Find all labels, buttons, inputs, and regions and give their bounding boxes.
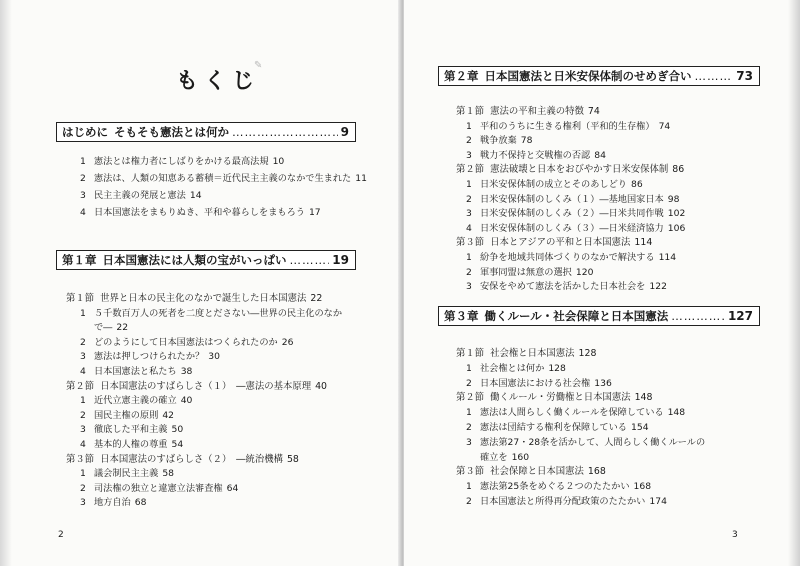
entry-text: 安保をやめて憲法を活かした日本社会を [480,281,646,293]
entry-page: 154 [631,422,649,433]
toc-item[interactable] [466,223,685,235]
leader-dots [671,309,725,323]
toc-item[interactable] [466,452,529,464]
chapter-label: 第２章 [444,69,479,83]
entry-text: 日本国憲法をまもりぬき、平和や暮らしをまもろう [94,207,305,218]
page-number-left: 2 [58,530,64,540]
toc-item[interactable] [466,422,649,434]
chapter-header-3[interactable] [438,306,760,326]
item-number: 1 [466,179,472,190]
item-number: 3 [466,208,472,220]
entry-text: 日本国憲法と所得再分配政策のたたかい [480,496,646,507]
toc-item[interactable] [466,121,670,133]
item-number: 2 [80,409,86,421]
chapter-label: はじめに [62,125,108,139]
entry-text: 社会権と日本国憲法 [490,348,575,359]
section-label: 第３節 [456,237,485,249]
entry-page: 50 [171,424,184,436]
toc-item[interactable] [80,366,192,378]
toc-item[interactable] [80,410,174,422]
item-number: 2 [80,482,86,494]
chapter-title: 日本国憲法と日米安保体制のせめぎ合い [484,69,692,83]
right-page [404,0,800,566]
entry-text: 憲法は人間らしく働くルールを保障している [480,407,664,419]
entry-text: 日米安保体制の成立とそのあしどり [480,179,627,190]
toc-item[interactable] [466,267,593,279]
item-number: 2 [466,496,472,507]
entry-text: どのようにして日本国憲法はつくられたのか [94,336,278,348]
entry-page: 58 [162,468,175,480]
item-number: 2 [466,193,472,205]
entry-page: 168 [633,481,652,493]
entry-page: 40 [315,380,328,392]
section-label: 第１節 [456,348,485,359]
chapter-label: 第３章 [444,309,479,323]
chapter-header-1[interactable] [56,250,356,270]
section-label: 第２節 [456,164,485,176]
item-number: 1 [466,407,472,419]
section-label: 第１節 [66,293,95,304]
entry-text: で― [94,322,113,334]
section-label: 第３節 [456,466,485,478]
entry-page: 58 [286,453,299,465]
entry-text: ５千数百万人の死者を二度とださない―世界の民主化のなか [94,307,343,319]
entry-page: 136 [594,377,612,389]
entry-page: 148 [634,392,653,404]
toc-item[interactable] [466,208,685,220]
entry-text: 日米安保体制のしくみ（２）―日米共同作戦 [480,208,664,220]
item-number: 3 [80,190,86,201]
entry-text: 平和のうちに生きる権利（平和的生存権） [480,120,655,132]
entry-page: 38 [180,366,193,377]
entry-text: 軍事同盟は無意の選択 [480,266,572,278]
toc-item[interactable] [80,156,284,168]
item-number: 2 [466,266,472,278]
entry-page: 30 [208,351,220,363]
section-label: 第１節 [456,106,485,117]
entry-text: 社会保障と日本国憲法 [490,466,584,478]
toc-item[interactable] [80,190,202,202]
toc-section[interactable] [456,164,684,176]
entry-page: 102 [667,208,686,220]
entry-page: 168 [587,466,606,478]
toc-item[interactable] [80,308,342,320]
entry-page: 114 [658,252,677,263]
entry-text: 憲法の平和主義の特徴 [490,106,584,117]
toc-item[interactable] [80,322,128,334]
entry-page: 26 [281,336,294,348]
toc-section[interactable] [456,106,600,118]
item-number: 3 [466,149,472,161]
item-number: 1 [80,395,86,407]
toc-item[interactable] [80,337,293,349]
chapter-header-2[interactable] [438,66,760,86]
toc-section[interactable] [66,293,322,305]
page-edge-shadow [0,0,12,566]
toc-item[interactable] [466,437,705,449]
entry-page: 114 [634,237,653,249]
toc-item[interactable] [80,395,192,407]
item-number: 3 [80,497,86,509]
entry-text: 憲法破壊と日本をおびやかす日米安保体制 [490,164,669,176]
toc-item[interactable] [80,497,146,509]
item-number: 2 [466,135,472,147]
toc-item[interactable] [466,179,643,191]
item-number: 1 [466,362,472,374]
entry-page: 86 [631,179,643,190]
item-number: 4 [80,366,86,377]
toc-item[interactable] [80,351,220,363]
toc-item[interactable] [466,363,566,375]
page-edge-shadow [788,0,800,566]
entry-page: 68 [134,497,147,509]
toc-section[interactable] [456,237,652,249]
entry-page: 174 [649,496,667,507]
entry-text: 社会権とは何か [480,362,545,374]
toc-item[interactable] [466,150,606,162]
entry-page: 98 [667,193,680,205]
item-number: 2 [80,336,86,348]
toc-item[interactable] [466,496,667,508]
entry-page: 22 [116,322,129,334]
section-label: 第２節 [456,392,485,404]
entry-page: 128 [548,362,566,374]
chapter-header-intro[interactable] [56,122,356,142]
entry-text: 戦力不保持と交戦権の否認 [480,149,591,161]
entry-text: 日米安保体制のしくみ（３）―日米経済協力 [480,222,664,234]
item-number: 3 [80,351,86,363]
entry-page: 122 [649,281,667,293]
entry-text: 働くルール・労働権と日本国憲法 [490,392,631,404]
entry-text: 日本とアジアの平和と日本国憲法 [490,237,631,249]
entry-text: 議会制民主主義 [94,468,159,480]
entry-page: 74 [658,120,671,132]
toc-section[interactable] [456,392,653,404]
entry-page: 40 [180,395,193,407]
item-number: 3 [80,424,86,436]
toc-section[interactable] [456,348,596,360]
entry-page: 120 [575,266,594,278]
entry-text: 日本国憲法のすばらしさ（２） ―統治機構 [100,453,283,465]
entry-text: 憲法は押しつけられたか？ [94,351,205,363]
item-number: 1 [466,481,472,493]
entry-page: 86 [672,164,685,176]
item-number: 2 [466,422,472,433]
entry-page: 84 [594,149,606,161]
entry-page: 54 [171,439,184,450]
entry-page: 17 [308,207,321,218]
entry-text: 憲法第27・28条を活かして、人間らしく働くルールの [480,436,706,448]
page-number-right: 3 [732,530,738,540]
item-number: 1 [80,468,86,480]
entry-page: 22 [310,293,323,304]
entry-page: 74 [587,106,600,117]
entry-text: 近代立憲主義の確立 [94,395,177,407]
item-number: 1 [80,156,86,167]
chapter-page: 127 [727,309,753,323]
item-number: 2 [466,377,472,389]
entry-text: 日米安保体制のしくみ（１）―基地国家日本 [480,193,664,205]
item-number: 4 [466,222,472,234]
entry-text: 憲法は、人類の知恵ある蓄積＝近代民主主義のなかで生まれた [94,173,352,184]
entry-text: 地方自治 [94,497,131,509]
entry-text: 日本国憲法と私たち [94,366,177,377]
entry-text: 徹底した平和主義 [94,424,168,436]
toc-item[interactable] [466,135,532,147]
item-number: 3 [466,281,472,293]
entry-text: 日本国憲法のすばらしさ（１） ―憲法の基本原理 [100,380,312,392]
entry-text: 司法権の独立と違憲立法審査権 [94,482,223,494]
item-number: 3 [466,436,472,448]
toc-section[interactable] [66,454,299,466]
entry-text: 憲法は団結する権利を保障している [480,422,627,433]
toc-item[interactable] [80,483,238,495]
entry-page: 64 [226,482,239,494]
toc-title: もくじ [176,69,261,94]
entry-text: 戦争放棄 [480,135,517,147]
chapter-label: 第１章 [62,253,97,267]
toc-item[interactable] [466,378,612,390]
toc-item[interactable] [466,252,676,264]
entry-text: 国民主権の原則 [94,409,159,421]
leader-dots [290,253,330,267]
entry-text: 紛争を地域共同体づくりのなかで解決する [480,252,655,263]
entry-page: 42 [162,409,175,421]
item-number: 1 [466,120,472,132]
item-number: 4 [80,207,86,218]
item-number: 1 [80,307,86,319]
entry-text: 世界と日本の民主化のなかで誕生した日本国憲法 [100,293,307,304]
toc-item[interactable] [80,424,183,436]
entry-page: 106 [667,222,686,234]
entry-text: 憲法第25条をめぐる２つのたたかい [480,481,630,493]
entry-text: 確立を [480,451,508,463]
entry-page: 148 [667,407,686,419]
toc-item[interactable] [466,407,685,419]
entry-page: 160 [511,451,530,463]
entry-page: 14 [189,190,202,201]
toc-item[interactable] [80,173,367,185]
toc-section[interactable] [456,466,606,478]
toc-item[interactable] [466,481,651,493]
leader-dots [232,125,338,139]
section-label: 第２節 [66,380,95,392]
entry-text: 民主主義の発展と憲法 [94,190,186,201]
chapter-title: そもそも憲法とは何か [114,125,229,139]
item-number: 4 [80,439,86,450]
entry-text: 日本国憲法における社会権 [480,377,591,389]
entry-page: 10 [272,156,285,167]
toc-item[interactable] [80,439,183,451]
toc-item[interactable] [80,468,174,480]
entry-page: 128 [578,348,597,359]
toc-item[interactable] [466,281,667,293]
entry-page: 78 [520,135,533,147]
toc-section[interactable] [66,381,327,393]
entry-text: 基本的人権の尊重 [94,439,168,450]
chapter-page: 19 [332,253,349,267]
item-number: 1 [466,252,472,263]
toc-item[interactable] [80,207,321,219]
faint-scribble: ✎ [254,60,263,71]
toc-item[interactable] [466,194,679,206]
entry-text: 憲法とは権力者にしばりをかける最高法規 [94,156,269,167]
chapter-page: 9 [340,125,349,139]
section-label: 第３節 [66,453,95,465]
entry-page: 11 [355,173,367,184]
chapter-page: 73 [736,69,753,83]
chapter-title: 働くルール・社会保障と日本国憲法 [484,309,669,323]
leader-dots [695,69,734,83]
item-number: 2 [80,173,86,184]
chapter-title: 日本国憲法には人類の宝がいっぱい [102,253,287,267]
